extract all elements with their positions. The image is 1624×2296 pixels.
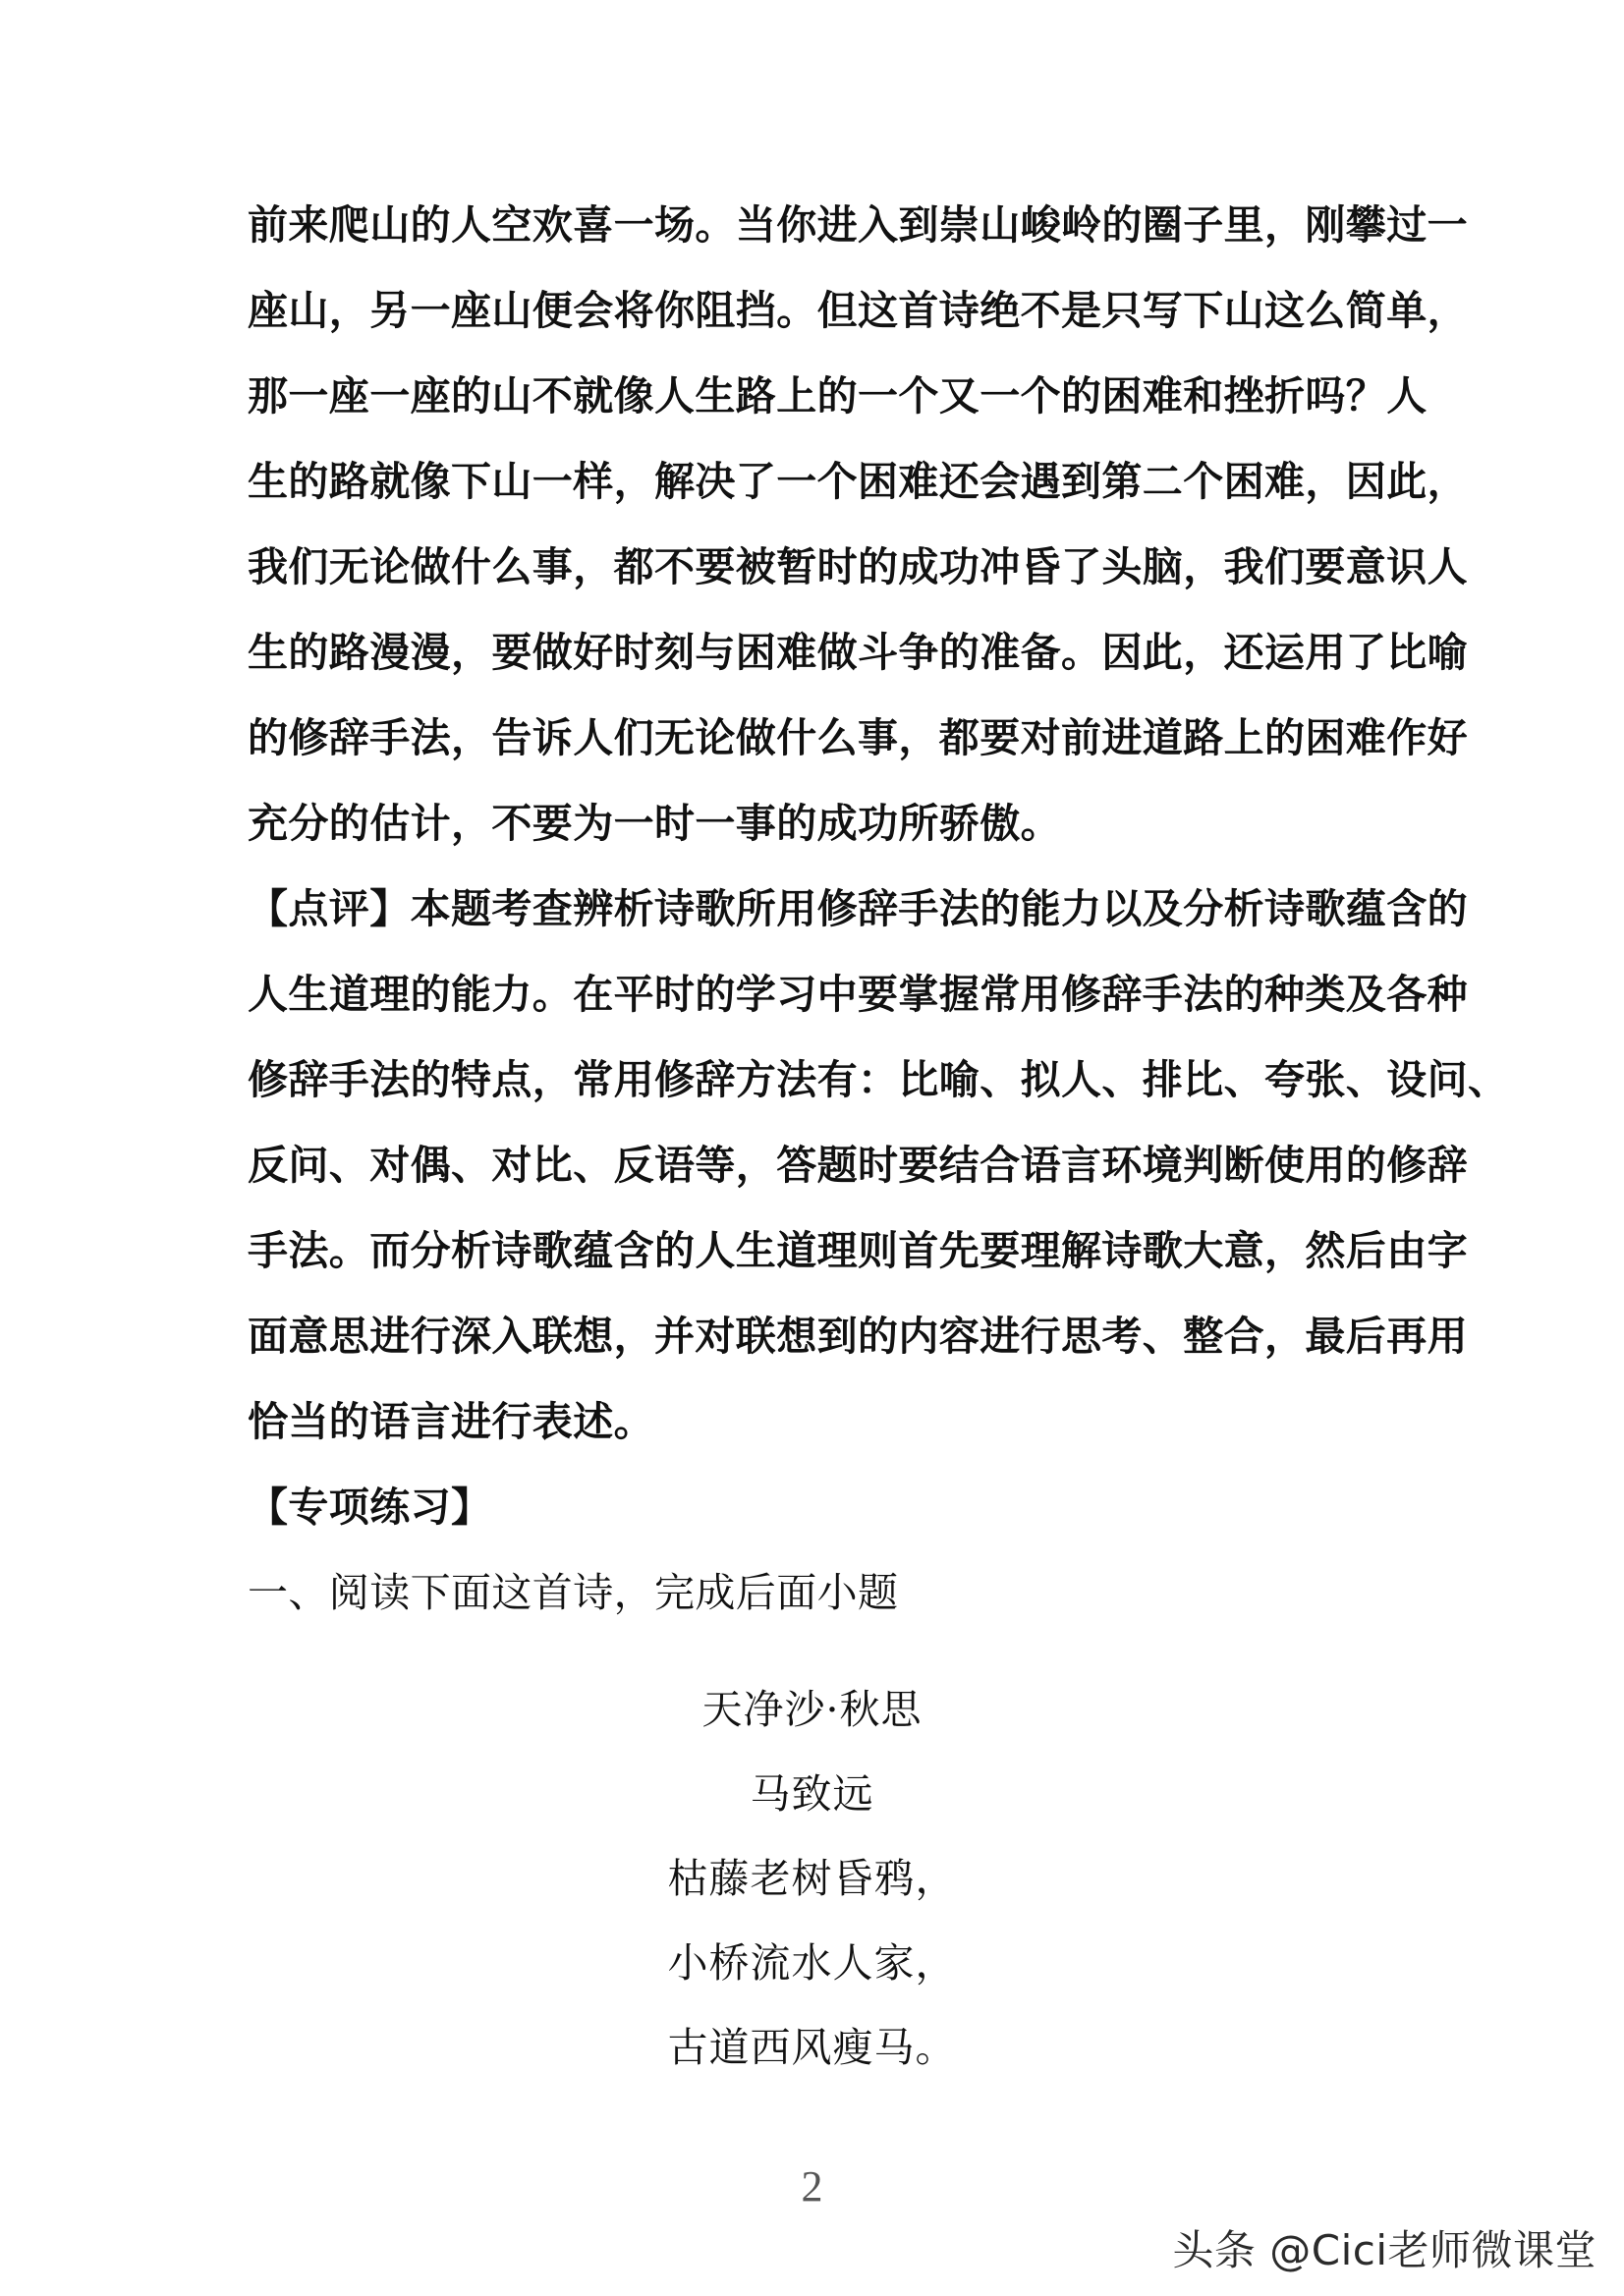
text-line: 那一座一座的山不就像人生路上的一个又一个的困难和挫折吗？人 [248, 372, 1428, 420]
comment-line: 人生道理的能力。在平时的学习中要掌握常用修辞手法的种类及各种 [248, 971, 1468, 1018]
watermark: 头条 @Cici老师微课堂 [1172, 2226, 1596, 2274]
text-line: 座山，另一座山便会将你阻挡。但这首诗绝不是只写下山这么简单， [248, 287, 1468, 334]
section-heading: 【专项练习】 [248, 1484, 492, 1531]
text-line: 生的路漫漫，要做好时刻与困难做斗争的准备。因此，还运用了比喻 [248, 629, 1468, 676]
comment-line: 面意思进行深入联想，并对联想到的内容进行思考、整合，最后再用 [248, 1313, 1468, 1360]
poem-title: 天净沙·秋思 [701, 1686, 923, 1733]
page-number: 2 [801, 2162, 823, 2211]
poem [0, 1667, 1624, 2090]
text-line: 的修辞手法，告诉人们无论做什么事，都要对前进道路上的困难作好 [248, 714, 1468, 761]
text-line: 充分的估计，不要为一时一事的成功所骄傲。 [248, 800, 1061, 847]
poem-line: 枯藤老树昏鸦， [667, 1855, 957, 1902]
poem-author: 马致远 [750, 1770, 874, 1818]
comment-line: 恰当的语言进行表述。 [248, 1398, 654, 1445]
text-line: 前来爬山的人空欢喜一场。当你进入到崇山峻岭的圈子里，刚攀过一 [248, 201, 1468, 249]
comment-line: 手法。而分析诗歌蕴含的人生道理则首先要理解诗歌大意，然后由字 [248, 1227, 1468, 1274]
comment-line: 反问、对偶、对比、反语等，答题时要结合语言环境判断使用的修辞 [248, 1142, 1468, 1189]
poem-line: 古道西风瘦马。 [667, 2024, 957, 2071]
poem-line: 小桥流水人家， [667, 1939, 957, 1987]
text-line: 我们无论做什么事，都不要被暂时的成功冲昏了头脑，我们要意识人 [248, 543, 1468, 590]
text-line: 生的路就像下山一样，解决了一个困难还会遇到第二个困难，因此， [248, 458, 1468, 505]
question-prompt: 一、阅读下面这首诗，完成后面小题 [248, 1569, 899, 1616]
comment-line: 【点评】本题考查辨析诗歌所用修辞手法的能力以及分析诗歌蕴含的 [248, 885, 1468, 932]
comment-line: 修辞手法的特点，常用修辞方法有：比喻、拟人、排比、夸张、设问、 [248, 1056, 1509, 1103]
answer-explanation [248, 183, 1509, 1636]
